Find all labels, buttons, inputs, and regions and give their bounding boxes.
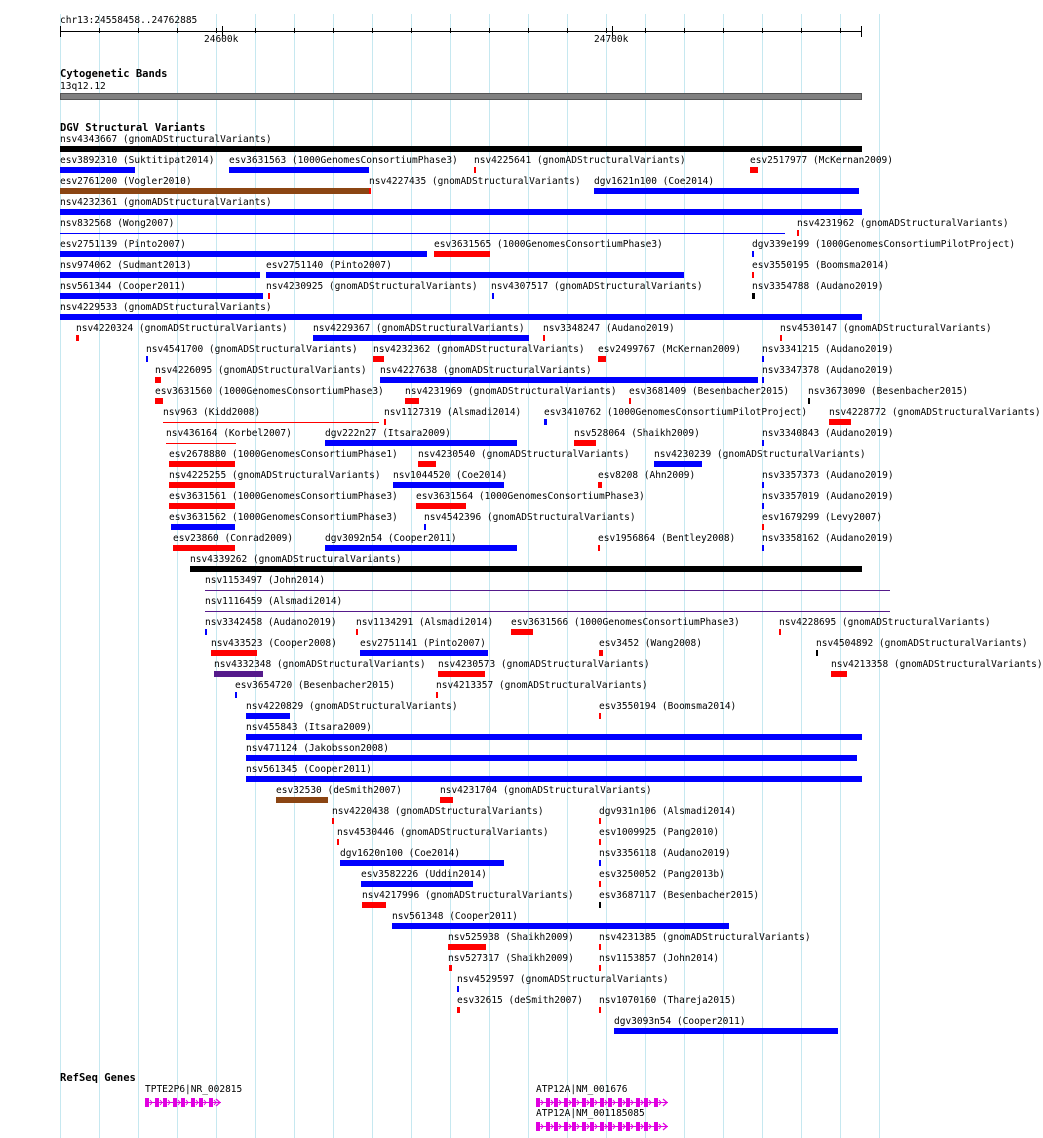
variant-label[interactable]: dgv1621n100 (Coe2014) [594,176,715,187]
variant-label[interactable]: nsv4339262 (gnomADStructuralVariants) [190,554,402,565]
variant-bar[interactable] [361,881,473,887]
variant-bar[interactable] [511,629,533,635]
variant-label[interactable]: nsv4217996 (gnomADStructuralVariants) [362,890,574,901]
variant-bar[interactable] [436,692,438,698]
variant-label[interactable]: nsv4230573 (gnomADStructuralVariants) [438,659,650,670]
variant-label[interactable]: nsv527317 (Shaikh2009) [448,953,574,964]
variant-bar[interactable] [629,398,631,404]
variant-bar[interactable] [752,251,754,257]
variant-bar[interactable] [762,356,764,362]
variant-label[interactable]: esv2761200 (Vogler2010) [60,176,192,187]
variant-bar[interactable] [598,356,606,362]
variant-label[interactable]: nsv3348247 (Audano2019) [543,323,675,334]
variant-bar[interactable] [808,398,810,404]
variant-bar[interactable] [332,818,334,824]
variant-bar[interactable] [599,818,601,824]
variant-bar[interactable] [762,482,764,488]
grid-line [333,14,334,1138]
variant-label[interactable]: esv3631563 (1000GenomesConsortiumPhase3) [229,155,458,166]
variant-bar[interactable] [60,314,862,320]
variant-label[interactable]: nsv3342458 (Audano2019) [205,617,337,628]
variant-label[interactable]: nsv4231704 (gnomADStructuralVariants) [440,785,652,796]
variant-label[interactable]: nsv3341215 (Audano2019) [762,344,894,355]
grid-line [801,14,802,1138]
variant-bar[interactable] [599,944,601,950]
variant-bar[interactable] [829,419,851,425]
variant-bar[interactable] [266,272,684,278]
variant-label[interactable]: nsv4213358 (gnomADStructuralVariants) [831,659,1043,670]
dgv-track-title[interactable]: DGV Structural Variants [60,122,206,134]
variant-bar[interactable] [492,293,494,299]
variant-label[interactable]: esv3892310 (Suktitipat2014) [60,155,215,166]
gene-label[interactable]: ATP12A|NM_001676 [536,1084,628,1095]
variant-label[interactable]: esv3452 (Wang2008) [599,638,702,649]
variant-bar[interactable] [599,860,601,866]
variant-bar[interactable] [762,503,764,509]
variant-label[interactable]: nsv1116459 (Alsmadi2014) [205,596,343,607]
variant-label[interactable]: nsv433523 (Cooper2008) [211,638,337,649]
variant-label[interactable]: nsv4213357 (gnomADStructuralVariants) [436,680,648,691]
ruler-minor-tick [138,28,139,33]
variant-bar[interactable] [313,335,529,341]
variant-bar[interactable] [60,146,862,152]
ruler-minor-tick [606,28,607,33]
variant-bar[interactable] [449,965,452,971]
variant-bar[interactable] [356,629,358,635]
variant-label[interactable]: nsv4225641 (gnomADStructuralVariants) [474,155,686,166]
variant-label[interactable]: esv32530 (deSmith2007) [276,785,402,796]
cytoband-bar[interactable] [60,93,862,100]
variant-bar[interactable] [599,902,601,908]
grid-line [840,14,841,1138]
variant-label[interactable]: nsv4231962 (gnomADStructuralVariants) [797,218,1009,229]
variant-label[interactable]: nsv1044520 (Coe2014) [393,470,508,481]
variant-label[interactable]: nsv1153857 (John2014) [599,953,720,964]
variant-label[interactable]: nsv4229367 (gnomADStructuralVariants) [313,323,525,334]
variant-bar[interactable] [373,356,384,362]
variant-label[interactable]: nsv525938 (Shaikh2009) [448,932,574,943]
variant-bar[interactable] [762,377,764,383]
variant-label[interactable]: nsv561344 (Cooper2011) [60,281,186,292]
variant-label[interactable]: nsv4529597 (gnomADStructuralVariants) [457,974,669,985]
variant-label[interactable]: esv2517977 (McKernan2009) [750,155,893,166]
variant-label[interactable]: esv3631560 (1000GenomesConsortiumPhase3) [155,386,384,397]
ruler-line [60,31,862,32]
variant-label[interactable]: esv1679299 (Levy2007) [762,512,883,523]
variant-label[interactable]: nsv561345 (Cooper2011) [246,764,372,775]
variant-label[interactable]: nsv4307517 (gnomADStructuralVariants) [491,281,703,292]
variant-label[interactable]: dgv1620n100 (Coe2014) [340,848,461,859]
variant-bar[interactable] [325,545,517,551]
ruler-minor-tick [294,28,295,33]
location-label: chr13:24558458..24762885 [60,15,198,26]
variant-bar[interactable] [448,944,486,950]
variant-label[interactable]: nsv3356118 (Audano2019) [599,848,731,859]
variant-bar[interactable] [369,188,371,194]
variant-bar[interactable] [173,545,235,551]
variant-label[interactable]: nsv4220324 (gnomADStructuralVariants) [76,323,288,334]
variant-bar[interactable] [60,209,862,215]
variant-label[interactable]: nsv4231385 (gnomADStructuralVariants) [599,932,811,943]
ruler-minor-tick [60,28,61,33]
variant-label[interactable]: nsv3340843 (Audano2019) [762,428,894,439]
variant-bar[interactable] [340,860,504,866]
variant-bar[interactable] [750,167,758,173]
variant-label[interactable]: nsv974062 (Sudmant2013) [60,260,192,271]
variant-label[interactable]: nsv4220438 (gnomADStructuralVariants) [332,806,544,817]
variant-label[interactable]: nsv3358162 (Audano2019) [762,533,894,544]
variant-label[interactable]: nsv4541700 (gnomADStructuralVariants) [146,344,358,355]
variant-bar[interactable] [816,650,818,656]
variant-label[interactable]: esv2499767 (McKernan2009) [598,344,741,355]
variant-bar[interactable] [166,443,236,444]
variant-bar[interactable] [155,377,161,383]
variant-bar[interactable] [752,272,754,278]
variant-bar[interactable] [654,461,702,467]
variant-bar[interactable] [60,167,135,173]
variant-label[interactable]: nsv3357373 (Audano2019) [762,470,894,481]
ruler-tick-label: 24600k [204,34,239,45]
variant-bar[interactable] [416,503,466,509]
variant-bar[interactable] [424,524,426,530]
ruler-minor-tick [255,28,256,33]
variant-label[interactable]: nsv4530446 (gnomADStructuralVariants) [337,827,549,838]
variant-label[interactable]: nsv3347378 (Audano2019) [762,365,894,376]
variant-label[interactable]: nsv4228695 (gnomADStructuralVariants) [779,617,991,628]
variant-bar[interactable] [544,419,547,425]
variant-label[interactable]: esv3631562 (1000GenomesConsortiumPhase3) [169,512,398,523]
variant-bar[interactable] [163,422,379,423]
ruler-minor-tick [333,28,334,33]
ruler-minor-tick [177,28,178,33]
variant-label[interactable]: dgv3093n54 (Cooper2011) [614,1016,746,1027]
variant-bar[interactable] [599,713,601,719]
gene-model[interactable] [536,1097,668,1108]
variant-bar[interactable] [393,482,504,488]
variant-bar[interactable] [60,233,785,234]
variant-bar[interactable] [190,566,862,572]
variant-label[interactable]: esv3550194 (Boomsma2014) [599,701,737,712]
variant-label[interactable]: nsv4343667 (gnomADStructuralVariants) [60,134,272,145]
variant-label[interactable]: nsv4227638 (gnomADStructuralVariants) [380,365,592,376]
variant-label[interactable]: esv3687117 (Besenbacher2015) [599,890,760,901]
ruler-minor-tick [762,28,763,33]
variant-label[interactable]: esv3631566 (1000GenomesConsortiumPhase3) [511,617,740,628]
variant-label[interactable]: esv3550195 (Boomsma2014) [752,260,890,271]
variant-label[interactable]: esv3250052 (Pang2013b) [599,869,725,880]
variant-bar[interactable] [360,650,488,656]
variant-bar[interactable] [780,335,782,341]
variant-label[interactable]: esv3631565 (1000GenomesConsortiumPhase3) [434,239,663,250]
gene-label[interactable]: TPTE2P6|NR_002815 [145,1084,243,1095]
variant-label[interactable]: nsv3357019 (Audano2019) [762,491,894,502]
variant-bar[interactable] [762,524,764,530]
variant-bar[interactable] [60,272,260,278]
variant-bar[interactable] [797,230,799,236]
variant-label[interactable]: nsv3673090 (Besenbacher2015) [808,386,969,397]
variant-label[interactable]: esv3582226 (Uddin2014) [361,869,487,880]
variant-bar[interactable] [246,734,862,740]
variant-label[interactable]: nsv1070160 (Thareja2015) [599,995,737,1006]
variant-bar[interactable] [229,167,369,173]
variant-bar[interactable] [762,545,764,551]
variant-bar[interactable] [169,461,235,467]
variant-bar[interactable] [214,671,263,677]
variant-bar[interactable] [598,482,602,488]
variant-label[interactable]: nsv4232361 (gnomADStructuralVariants) [60,197,272,208]
cytoband-track-title[interactable]: Cytogenetic Bands [60,68,168,80]
variant-label[interactable]: nsv4230540 (gnomADStructuralVariants) [418,449,630,460]
variant-bar[interactable] [418,461,436,467]
variant-bar[interactable] [440,797,453,803]
variant-label[interactable]: nsv4504892 (gnomADStructuralVariants) [816,638,1028,649]
variant-label[interactable]: nsv4230925 (gnomADStructuralVariants) [266,281,478,292]
variant-label[interactable]: esv1009925 (Pang2010) [599,827,720,838]
variant-label[interactable]: dgv931n106 (Alsmadi2014) [599,806,737,817]
variant-label[interactable]: nsv4231969 (gnomADStructuralVariants) [405,386,617,397]
variant-label[interactable]: dgv339e199 (1000GenomesConsortiumPilotProject) [752,239,1016,250]
variant-bar[interactable] [599,839,601,845]
variant-bar[interactable] [434,251,490,257]
variant-bar[interactable] [599,881,601,887]
variant-bar[interactable] [60,251,427,257]
variant-bar[interactable] [169,482,235,488]
ruler-minor-tick [645,28,646,33]
variant-bar[interactable] [337,839,339,845]
ruler-minor-tick [801,28,802,33]
variant-bar[interactable] [779,629,781,635]
variant-bar[interactable] [599,965,601,971]
variant-label[interactable]: esv8208 (Ahn2009) [598,470,696,481]
variant-bar[interactable] [155,398,163,404]
variant-bar[interactable] [762,440,764,446]
variant-label[interactable]: nsv4332348 (gnomADStructuralVariants) [214,659,426,670]
ruler-minor-tick [99,28,100,33]
variant-bar[interactable] [211,650,257,656]
ruler-minor-tick [684,28,685,33]
variant-bar[interactable] [146,356,148,362]
gene-label[interactable]: ATP12A|NM_001185085 [536,1108,645,1119]
variant-label[interactable]: nsv4228772 (gnomADStructuralVariants) [829,407,1041,418]
variant-bar[interactable] [235,692,237,698]
variant-label[interactable]: esv3654720 (Besenbacher2015) [235,680,396,691]
variant-label[interactable]: nsv455843 (Itsara2009) [246,722,372,733]
variant-bar[interactable] [205,629,207,635]
variant-bar[interactable] [831,671,847,677]
variant-bar[interactable] [599,1007,601,1013]
variant-label[interactable]: nsv1134291 (Alsmadi2014) [356,617,494,628]
variant-bar[interactable] [169,503,235,509]
variant-label[interactable]: nsv4230239 (gnomADStructuralVariants) [654,449,866,460]
ruler-minor-tick [723,28,724,33]
variant-bar[interactable] [474,167,476,173]
variant-label[interactable]: esv2751141 (Pinto2007) [360,638,486,649]
variant-bar[interactable] [752,293,755,299]
variant-bar[interactable] [205,590,890,591]
variant-bar[interactable] [171,524,235,530]
variant-label[interactable]: nsv4220829 (gnomADStructuralVariants) [246,701,458,712]
variant-label[interactable]: nsv832568 (Wong2007) [60,218,175,229]
variant-label[interactable]: esv23860 (Conrad2009) [173,533,294,544]
cytoband-label: 13q12.12 [60,81,106,92]
variant-bar[interactable] [457,1007,460,1013]
variant-label[interactable]: nsv4226095 (gnomADStructuralVariants) [155,365,367,376]
variant-label[interactable]: nsv3354788 (Audano2019) [752,281,884,292]
variant-label[interactable]: esv3410762 (1000GenomesConsortiumPilotProject) [544,407,808,418]
variant-label[interactable]: esv2751139 (Pinto2007) [60,239,186,250]
variant-bar[interactable] [438,671,485,677]
variant-label[interactable]: esv2678880 (1000GenomesConsortiumPhase1) [169,449,398,460]
variant-label[interactable]: nsv528064 (Shaikh2009) [574,428,700,439]
variant-bar[interactable] [362,902,386,908]
variant-bar[interactable] [614,1028,838,1034]
variant-bar[interactable] [246,755,857,761]
refseq-track-title[interactable]: RefSeq Genes [60,1072,136,1084]
ruler-minor-tick [840,28,841,33]
variant-bar[interactable] [384,419,386,425]
variant-bar[interactable] [325,440,517,446]
ruler-minor-tick [528,28,529,33]
variant-label[interactable]: nsv4229533 (gnomADStructuralVariants) [60,302,272,313]
grid-line [879,14,880,1138]
variant-label[interactable]: nsv4225255 (gnomADStructuralVariants) [169,470,381,481]
variant-label[interactable]: dgv222n27 (Itsara2009) [325,428,451,439]
variant-label[interactable]: nsv4530147 (gnomADStructuralVariants) [780,323,992,334]
variant-bar[interactable] [599,650,603,656]
variant-bar[interactable] [594,188,859,194]
variant-label[interactable]: esv32615 (deSmith2007) [457,995,583,1006]
gene-model[interactable] [145,1097,221,1108]
variant-label[interactable]: nsv1153497 (John2014) [205,575,326,586]
variant-bar[interactable] [246,713,290,719]
ruler-minor-tick [489,28,490,33]
ruler-minor-tick [372,28,373,33]
ruler-minor-tick [450,28,451,33]
variant-bar[interactable] [246,776,862,782]
variant-bar[interactable] [574,440,596,446]
ruler-tick-label: 24700k [594,34,629,45]
variant-bar[interactable] [276,797,328,803]
variant-label[interactable]: esv3631561 (1000GenomesConsortiumPhase3) [169,491,398,502]
variant-label[interactable]: esv1956864 (Bentley2008) [598,533,736,544]
variant-label[interactable]: nsv1127319 (Alsmadi2014) [384,407,522,418]
variant-bar[interactable] [60,188,370,194]
gene-model[interactable] [536,1121,668,1132]
variant-label[interactable]: nsv561348 (Cooper2011) [392,911,518,922]
variant-bar[interactable] [76,335,79,341]
variant-bar[interactable] [268,293,270,299]
variant-bar[interactable] [457,986,459,992]
variant-bar[interactable] [60,293,263,299]
grid-line [723,14,724,1138]
variant-bar[interactable] [380,377,758,383]
variant-label[interactable]: nsv4227435 (gnomADStructuralVariants) [369,176,581,187]
variant-label[interactable]: esv3631564 (1000GenomesConsortiumPhase3) [416,491,645,502]
variant-bar[interactable] [205,611,890,612]
variant-label[interactable]: nsv4232362 (gnomADStructuralVariants) [373,344,585,355]
variant-bar[interactable] [405,398,419,404]
variant-label[interactable]: esv2751140 (Pinto2007) [266,260,392,271]
variant-label[interactable]: dgv3092n54 (Cooper2011) [325,533,457,544]
variant-label[interactable]: nsv963 (Kidd2008) [163,407,261,418]
ruler-minor-tick [411,28,412,33]
variant-label[interactable]: nsv471124 (Jakobsson2008) [246,743,389,754]
variant-label[interactable]: esv3681409 (Besenbacher2015) [629,386,790,397]
variant-bar[interactable] [543,335,545,341]
variant-label[interactable]: nsv436164 (Korbel2007) [166,428,292,439]
grid-line [762,14,763,1138]
ruler-minor-tick [216,28,217,33]
variant-label[interactable]: nsv4542396 (gnomADStructuralVariants) [424,512,636,523]
variant-bar[interactable] [598,545,600,551]
ruler-right-end [861,26,862,37]
ruler-minor-tick [567,28,568,33]
variant-bar[interactable] [392,923,729,929]
